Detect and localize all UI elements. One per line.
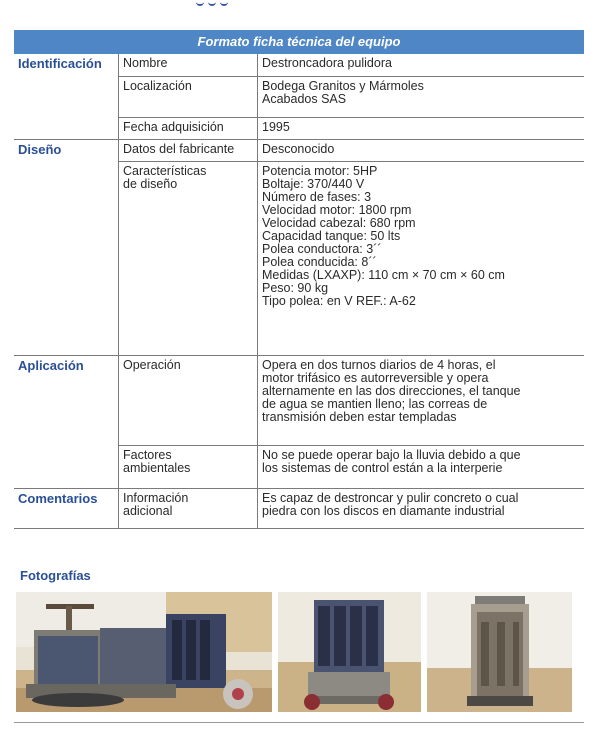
table-row [14,445,584,488]
machine-photo-tank [427,592,572,712]
truncated-heading-fragment [196,0,236,6]
table-row [14,161,584,355]
bottom-rule [14,722,584,723]
category-empty [14,76,119,117]
table-row [14,54,584,76]
category-diseno: Diseño [14,139,119,161]
category-empty [14,161,119,355]
table-row [14,117,584,139]
field-caracteristicas-diseno: Características de diseño [119,161,258,355]
category-empty [14,117,119,139]
value-informacion-adicional: Es capaz de destroncar y pulir concreto o cual piedra con los discos en diamante industrial [258,488,585,528]
category-comentarios: Comentarios [14,488,119,528]
value-nombre: Destroncadora pulidora [258,54,585,76]
field-informacion-adicional: Información adicional [119,488,258,528]
value-operacion: Opera en dos turnos diarios de 4 horas, el motor trifásico es autorreversible y opera alternamente en las dos direcciones, el tanque de agua se mantien lleno; las correas de transmisión deben estar templadas [258,355,585,445]
value-datos-fabricante: Desconocido [258,139,585,161]
table-row [14,488,584,528]
table-row [14,76,584,117]
technical-sheet [14,30,584,529]
category-empty [14,445,119,488]
machine-photo-side [16,592,272,712]
category-identificacion: Identificación [14,54,119,76]
machine-photo-front [278,592,421,712]
value-factores-ambientales: No se puede operar bajo la lluvia debido a que los sistemas de control están a la interperie [258,445,585,488]
field-datos-fabricante: Datos del fabricante [119,139,258,161]
field-nombre: Nombre [119,54,258,76]
table-row [14,355,584,445]
field-localizacion: Localización [119,76,258,117]
field-fecha-adquisicion: Fecha adquisición [119,117,258,139]
photos-label: Fotografías [20,568,91,583]
value-caracteristicas-diseno: Potencia motor: 5HP Boltaje: 370/440 V Número de fases: 3 Velocidad motor: 1800 rpm Velocidad cabezal: 680 rpm Capacidad tanque: 50 lts Polea conductora: 3´´ Polea conducida: 8´´ Medidas (LXAXP): 110 cm × 70 cm × 60 cm Peso: 90 kg Tipo polea: en V REF.: A-62 [258,161,585,355]
sheet-title: Formato ficha técnica del equipo [14,30,584,54]
field-factores-ambientales: Factores ambientales [119,445,258,488]
value-localizacion: Bodega Granitos y Mármoles Acabados SAS [258,76,585,117]
spec-table [14,54,584,529]
table-row [14,139,584,161]
value-fecha-adquisicion: 1995 [258,117,585,139]
category-aplicacion: Aplicación [14,355,119,445]
field-operacion: Operación [119,355,258,445]
